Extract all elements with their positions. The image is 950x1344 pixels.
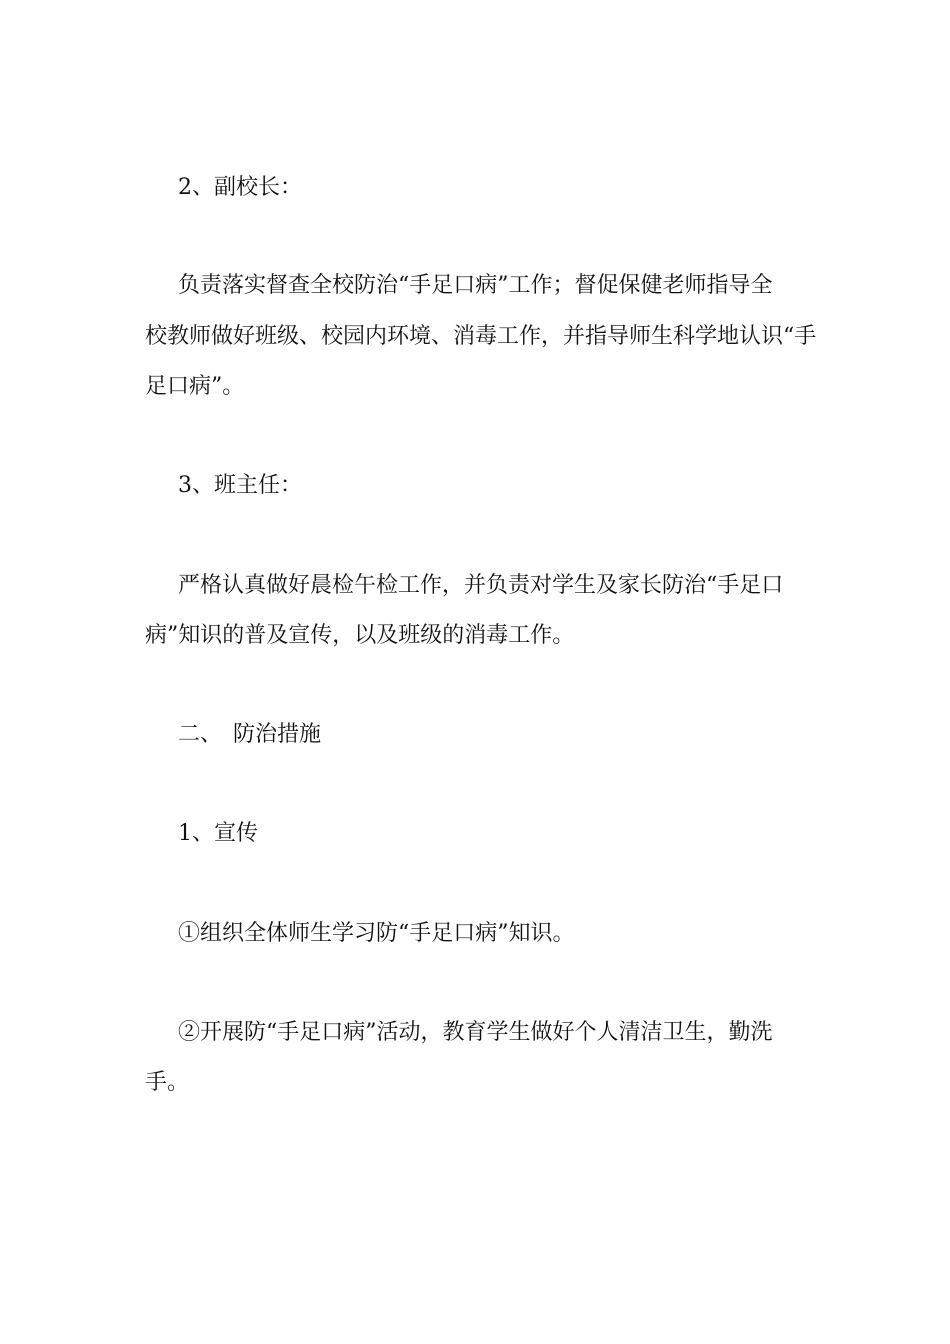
heading-publicity: 1、宣传 — [178, 821, 258, 846]
measure-item-2-line-1: ②开展防“手足口病”活动，教育学生做好个人清洁卫生，勤洗 — [178, 1020, 773, 1045]
measure-item-2-line-2: 手。 — [145, 1070, 190, 1095]
vice-principal-text-line-3: 足口病”。 — [145, 374, 245, 399]
heading-vice-principal: 2、副校长： — [178, 175, 302, 200]
vice-principal-text-line-1: 负责落实督查全校防治“手足口病”工作；督促保健老师指导全 — [178, 273, 773, 298]
class-teacher-text-line-1: 严格认真做好晨检午检工作，并负责对学生及家长防治“手足口 — [178, 573, 784, 598]
class-teacher-text-line-2: 病”知识的普及宣传，以及班级的消毒工作。 — [145, 623, 575, 648]
measure-item-1: ①组织全体师生学习防“手足口病”知识。 — [178, 921, 575, 946]
heading-class-teacher: 3、班主任： — [178, 473, 302, 498]
vice-principal-text-line-2: 校教师做好班级、校园内环境、消毒工作，并指导师生科学地认识“手 — [145, 324, 817, 349]
heading-prevention-measures: 二、 防治措施 — [178, 722, 322, 747]
